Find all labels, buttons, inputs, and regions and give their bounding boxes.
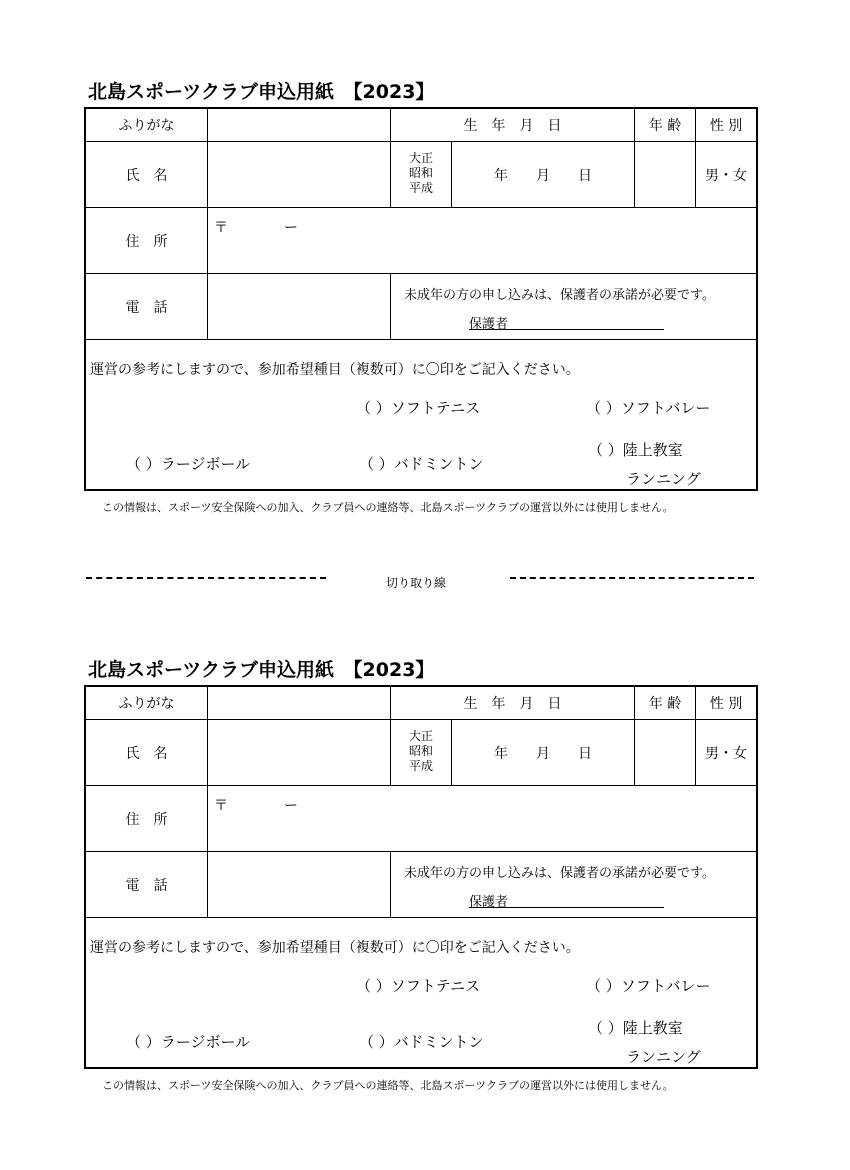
era-taisho: 大正 bbox=[408, 729, 433, 743]
era-heisei: 平成 bbox=[408, 181, 433, 195]
birth-date-header: 生 年 月 日 bbox=[463, 118, 562, 134]
birth-date-header: 生 年 月 日 bbox=[463, 696, 562, 712]
form-table bbox=[84, 685, 758, 1069]
privacy-footnote: この情報は、スポーツ安全保険への加入、クラブ員への連絡等、北島スポーツクラブの運営以外には使用しません。 bbox=[102, 1079, 674, 1092]
age-label: 年 齢 bbox=[648, 696, 682, 712]
sport-badminton[interactable]: （ ）バドミントン bbox=[359, 1033, 484, 1051]
gender-options[interactable]: 男・女 bbox=[705, 167, 747, 184]
postal-code-field[interactable]: 〒 ー bbox=[214, 798, 298, 814]
name-field[interactable] bbox=[208, 720, 390, 785]
guardian-label: 保護者 bbox=[469, 317, 509, 332]
phone-label: 電 話 bbox=[125, 877, 168, 894]
age-field[interactable] bbox=[635, 142, 695, 207]
address-label: 住 所 bbox=[125, 233, 168, 250]
sport-soft-tennis[interactable]: （ ）ソフトテニス bbox=[356, 977, 481, 995]
era-options[interactable] bbox=[391, 151, 451, 196]
age-label: 年 齢 bbox=[648, 118, 682, 134]
gender-label: 性 別 bbox=[709, 696, 743, 712]
guardian-signature-line[interactable] bbox=[469, 329, 664, 330]
era-options[interactable] bbox=[391, 729, 451, 774]
furigana-label: ふりがな bbox=[118, 118, 175, 134]
sport-running: ランニング bbox=[626, 470, 701, 488]
sport-running: ランニング bbox=[626, 1048, 701, 1066]
sports-instruction: 運営の参考にしますので、参加希望種目（複数可）に〇印をご記入ください。 bbox=[90, 362, 580, 378]
name-label: 氏 名 bbox=[125, 167, 168, 184]
birth-date-field[interactable]: 年 月 日 bbox=[494, 745, 592, 762]
phone-label: 電 話 bbox=[125, 299, 168, 316]
furigana-field[interactable] bbox=[208, 109, 390, 141]
sport-soft-tennis[interactable]: （ ）ソフトテニス bbox=[356, 399, 481, 417]
cut-line-label: 切り取り線 bbox=[386, 576, 447, 590]
gender-options[interactable]: 男・女 bbox=[705, 745, 747, 762]
cut-line-right bbox=[510, 577, 754, 579]
form-title: 北島スポーツクラブ申込用紙 【2023】 bbox=[88, 659, 435, 681]
era-showa: 昭和 bbox=[408, 744, 433, 758]
era-heisei: 平成 bbox=[408, 759, 433, 773]
guardian-signature-line[interactable] bbox=[469, 907, 664, 908]
sport-large-ball[interactable]: （ ）ラージボール bbox=[126, 455, 251, 473]
birth-date-field[interactable]: 年 月 日 bbox=[494, 167, 592, 184]
sport-track-class[interactable]: （ ）陸上教室 bbox=[588, 1019, 683, 1037]
sport-badminton[interactable]: （ ）バドミントン bbox=[359, 455, 484, 473]
sport-soft-volley[interactable]: （ ）ソフトバレー bbox=[586, 977, 711, 995]
furigana-field[interactable] bbox=[208, 687, 390, 719]
form-table bbox=[84, 107, 758, 491]
era-showa: 昭和 bbox=[408, 166, 433, 180]
name-label: 氏 名 bbox=[125, 745, 168, 762]
privacy-footnote: この情報は、スポーツ安全保険への加入、クラブ員への連絡等、北島スポーツクラブの運営以外には使用しません。 bbox=[102, 501, 674, 514]
form-title: 北島スポーツクラブ申込用紙 【2023】 bbox=[88, 81, 435, 103]
era-taisho: 大正 bbox=[408, 151, 433, 165]
minor-notice: 未成年の方の申し込みは、保護者の承諾が必要です。 bbox=[404, 288, 715, 303]
postal-code-field[interactable]: 〒 ー bbox=[214, 220, 298, 236]
sport-large-ball[interactable]: （ ）ラージボール bbox=[126, 1033, 251, 1051]
furigana-label: ふりがな bbox=[118, 696, 175, 712]
minor-notice: 未成年の方の申し込みは、保護者の承諾が必要です。 bbox=[404, 866, 715, 881]
sport-track-class[interactable]: （ ）陸上教室 bbox=[588, 441, 683, 459]
phone-field[interactable] bbox=[208, 852, 390, 917]
name-field[interactable] bbox=[208, 142, 390, 207]
gender-label: 性 別 bbox=[709, 118, 743, 134]
age-field[interactable] bbox=[635, 720, 695, 785]
cut-line-left bbox=[86, 577, 326, 579]
phone-field[interactable] bbox=[208, 274, 390, 339]
sports-instruction: 運営の参考にしますので、参加希望種目（複数可）に〇印をご記入ください。 bbox=[90, 940, 580, 956]
address-label: 住 所 bbox=[125, 811, 168, 828]
sport-soft-volley[interactable]: （ ）ソフトバレー bbox=[586, 399, 711, 417]
guardian-label: 保護者 bbox=[469, 895, 509, 910]
